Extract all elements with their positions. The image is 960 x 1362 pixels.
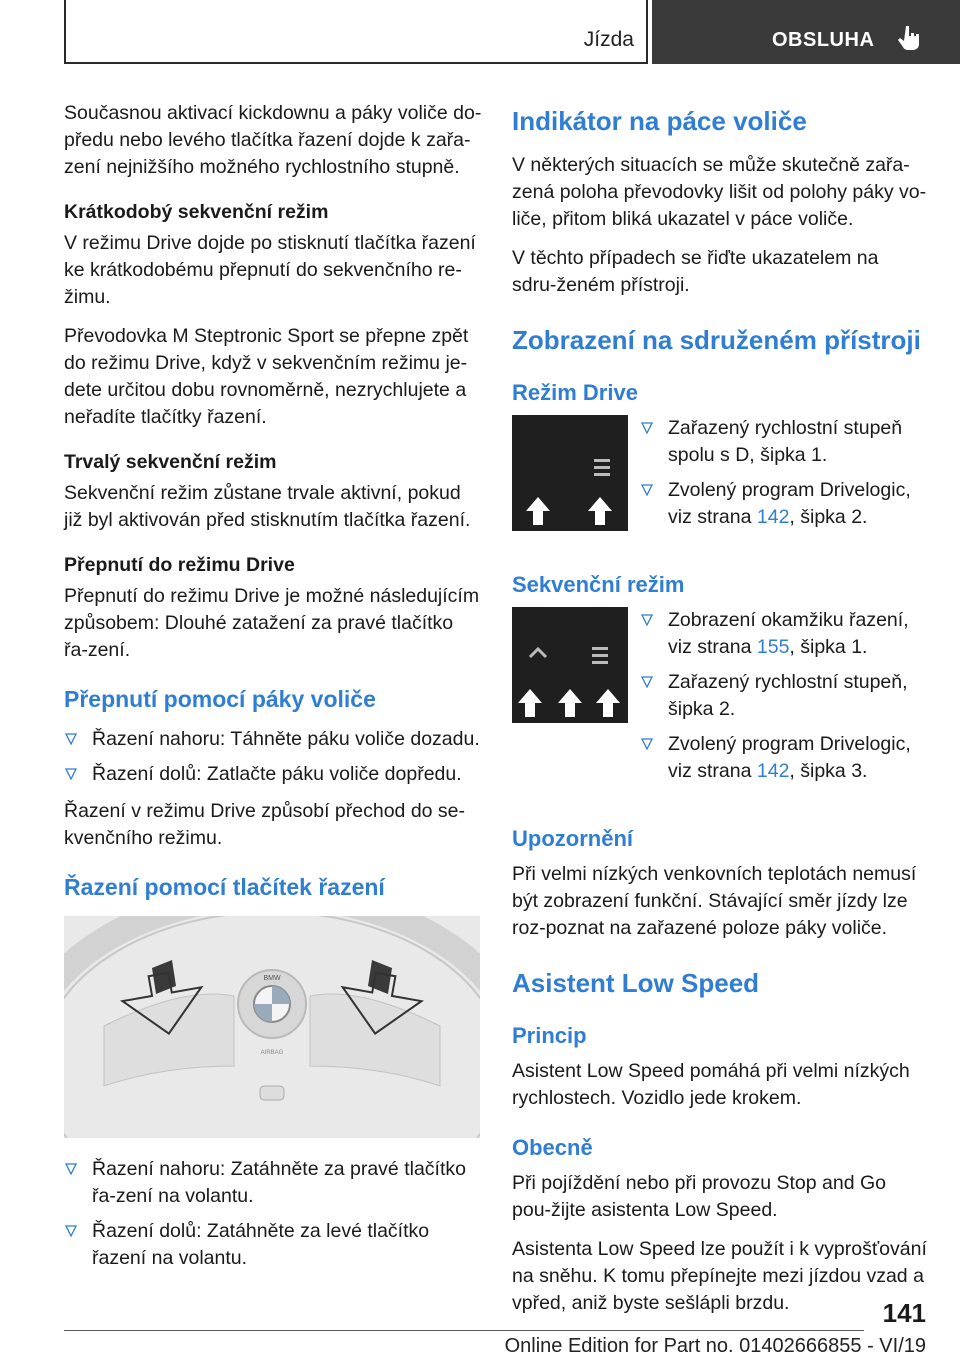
list-item-text: Zvolený program Drivelogic, viz strana bbox=[668, 479, 911, 528]
bmw-badge-text: BMW bbox=[263, 975, 281, 982]
general-text-1: Při pojíždění nebo při provozu Stop and Go pou‐žijte asistenta Low Speed. bbox=[512, 1172, 886, 1221]
low-speed-assistant-heading: Asistent Low Speed bbox=[512, 968, 760, 998]
general-text-2: Asistenta Low Speed lze použít i k vyprošťování na sněhu. K tomu přepínejte mezi jízdou vzad a vpřed, aniž byste sešlápli brzdu. bbox=[512, 1238, 927, 1314]
drive-mode-display-image bbox=[512, 415, 628, 531]
left-column bbox=[64, 100, 482, 1282]
list-item-text: Zařazený rychlostní stupeň, šipka 2. bbox=[668, 671, 908, 720]
bullet-triangle-icon bbox=[65, 1163, 77, 1175]
list-item bbox=[640, 415, 928, 469]
right-column bbox=[512, 100, 928, 1329]
list-item-text: Zobrazení okamžiku řazení, viz strana bbox=[668, 609, 909, 658]
bullet-triangle-icon bbox=[65, 768, 77, 780]
short-sequential-text-2: Převodovka M Steptronic Sport se přepne zpět do režimu Drive, když v sekvenčním režimu je‐dete určitou dobu rovnoměrně, nezrychlujete a neřadíte tlačítky řazení. bbox=[64, 325, 469, 428]
list-item bbox=[640, 669, 928, 723]
list-item bbox=[64, 1156, 482, 1210]
display-heading: Zobrazení na sdruženém přístroji bbox=[512, 325, 921, 355]
footer-edition: Online Edition for Part no. 01402666855 - VI/19 bbox=[504, 1335, 926, 1357]
page-link-142[interactable]: 142 bbox=[756, 506, 790, 528]
list-item bbox=[64, 1218, 482, 1272]
list-item bbox=[640, 731, 928, 785]
principle-text: Asistent Low Speed pomáhá při velmi nízkých rychlostech. Vozidlo jede krokem. bbox=[512, 1060, 910, 1109]
steering-wheel-image bbox=[64, 916, 480, 1138]
lever-list bbox=[64, 726, 482, 788]
list-item-text-tail: , šipka 3. bbox=[789, 760, 868, 782]
list-item bbox=[64, 726, 482, 753]
page-number: 141 bbox=[882, 1298, 926, 1328]
intro-paragraph: Současnou aktivací kickdownu a páky voliče do‐předu nebo levého tlačítka řazení dojde k zařa‐zení nejnižšího možného rychlostního stupně. bbox=[64, 102, 482, 178]
hand-pointer-icon bbox=[896, 24, 924, 52]
switch-drive-text: Přepnutí do režimu Drive je možné následujícím způsobem: Dlouhé zatažení za pravé tlačítko řa‐zení. bbox=[64, 585, 480, 661]
warning-text: Při velmi nízkých venkovních teplotách nemusí být zobrazení funkční. Stávající směr jízdy lze roz‐poznat na zařazené poloze páky voliče. bbox=[512, 863, 917, 939]
page-link-142[interactable]: 142 bbox=[756, 760, 790, 782]
paddle-list bbox=[64, 1156, 482, 1272]
page-link-155[interactable]: 155 bbox=[756, 636, 790, 658]
footer-divider bbox=[64, 1330, 864, 1331]
bullet-triangle-icon bbox=[641, 676, 653, 688]
header-chapter-title: OBSLUHA bbox=[772, 29, 875, 51]
indicator-text-1: V některých situacích se může skutečně zařa‐zená poloha převodovky lišit od polohy páky vo‐liče, přitom bliká ukazatel v páce voliče. bbox=[512, 154, 927, 230]
paddle-heading: Řazení pomocí tlačítek řazení bbox=[64, 874, 385, 900]
list-item-text-tail: , šipka 1. bbox=[789, 636, 868, 658]
drive-mode-figure-row bbox=[512, 415, 928, 549]
list-item bbox=[64, 761, 482, 788]
list-item-text: Zařazený rychlostní stupeň spolu s D, šipka 1. bbox=[668, 417, 903, 466]
list-item-text: Zvolený program Drivelogic, viz strana bbox=[668, 733, 911, 782]
drive-mode-list bbox=[640, 415, 928, 539]
permanent-sequential-title: Trvalý sekvenční režim bbox=[64, 451, 277, 473]
bullet-triangle-icon bbox=[641, 422, 653, 434]
airbag-text: AIRBAG bbox=[260, 1050, 284, 1056]
bullet-triangle-icon bbox=[641, 738, 653, 750]
switch-drive-title: Přepnutí do režimu Drive bbox=[64, 554, 295, 576]
header-section-box bbox=[64, 0, 648, 64]
list-item-text: Řazení nahoru: Táhněte páku voliče dozadu. bbox=[92, 728, 480, 750]
bullet-triangle-icon bbox=[641, 614, 653, 626]
indicator-heading: Indikátor na páce voliče bbox=[512, 106, 807, 136]
list-item bbox=[640, 607, 928, 661]
list-item-text: Řazení dolů: Zatáhněte za levé tlačítko řazení na volantu. bbox=[92, 1220, 430, 1269]
principle-heading: Princip bbox=[512, 1023, 587, 1048]
sequential-mode-heading: Sekvenční režim bbox=[512, 572, 685, 597]
list-item-text: Řazení nahoru: Zatáhněte za pravé tlačítko řa‐zení na volantu. bbox=[92, 1158, 466, 1207]
list-item-text: Řazení dolů: Zatlačte páku voliče dopředu. bbox=[92, 763, 462, 785]
sequential-mode-figure-row bbox=[512, 607, 928, 803]
header-section-title: Jízda bbox=[583, 28, 634, 51]
general-heading: Obecně bbox=[512, 1135, 593, 1160]
lever-heading: Přepnutí pomocí páky voliče bbox=[64, 686, 376, 712]
short-sequential-text-1: V režimu Drive dojde po stisknutí tlačítka řazení ke krátkodobému přepnutí do sekvenčního re‐žimu. bbox=[64, 232, 476, 308]
lever-text: Řazení v režimu Drive způsobí přechod do se‐kvenčního režimu. bbox=[64, 800, 466, 849]
list-item-text-tail: , šipka 2. bbox=[789, 506, 868, 528]
indicator-text-2: V těchto případech se řiďte ukazatelem na sdru‐ženém přístroji. bbox=[512, 247, 879, 296]
steering-wheel-illustration bbox=[64, 916, 480, 1138]
sequential-mode-display-image bbox=[512, 607, 628, 723]
sequential-mode-list bbox=[640, 607, 928, 793]
bullet-triangle-icon bbox=[65, 733, 77, 745]
bullet-triangle-icon bbox=[65, 1225, 77, 1237]
drive-mode-heading: Režim Drive bbox=[512, 380, 638, 405]
warning-heading: Upozornění bbox=[512, 826, 633, 851]
header-chapter-box bbox=[652, 0, 960, 64]
short-sequential-title: Krátkodobý sekvenční režim bbox=[64, 201, 329, 223]
list-item bbox=[640, 477, 928, 531]
bullet-triangle-icon bbox=[641, 484, 653, 496]
permanent-sequential-text: Sekvenční režim zůstane trvale aktivní, pokud již byl aktivován před stisknutím tlačítka řazení. bbox=[64, 482, 471, 531]
